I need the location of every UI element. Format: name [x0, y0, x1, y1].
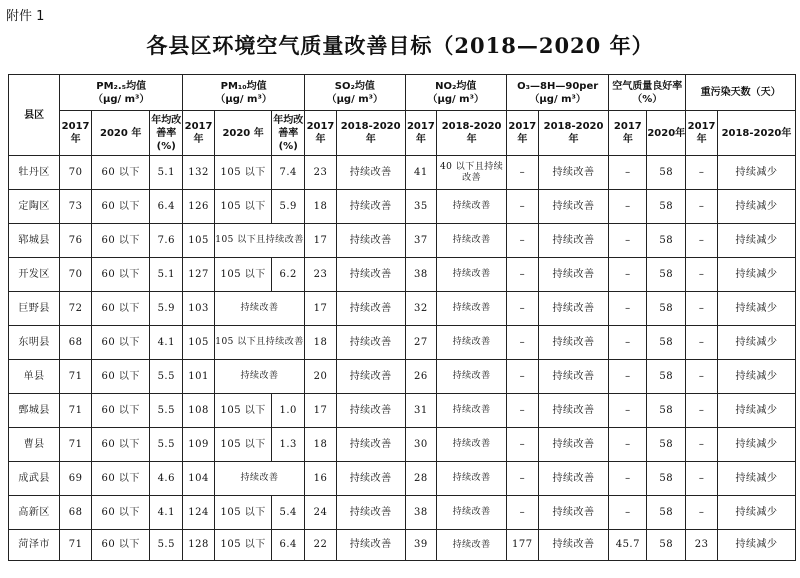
so2-2017-cell: 20	[305, 360, 337, 394]
so2-target-cell: 持续改善	[336, 292, 405, 326]
pm25-rate-cell: 7.6	[150, 224, 183, 258]
pm25-rate-cell: 4.1	[150, 326, 183, 360]
so2-target-cell: 持续改善	[336, 428, 405, 462]
no2-target-cell: 持续改善	[437, 258, 507, 292]
no2-2017-cell: 30	[405, 428, 437, 462]
o3-target-cell: 持续改善	[538, 224, 609, 258]
county-name-cell: 牡丹区	[9, 156, 60, 190]
good-rate-2017-cell: –	[609, 360, 647, 394]
pm25-rate-cell: 5.5	[150, 394, 183, 428]
no2-2017-cell: 27	[405, 326, 437, 360]
table-row	[9, 190, 796, 224]
heavy-days-target-cell: 持续减少	[717, 360, 795, 394]
sub-2020: 2020 年	[214, 111, 271, 156]
pm25-2020-cell: 60 以下	[91, 224, 149, 258]
pm25-2020-cell: 60 以下	[91, 292, 149, 326]
o3-target-cell: 持续改善	[538, 462, 609, 496]
pm10-rate-cell: 6.2	[272, 258, 305, 292]
o3-target-cell: 持续改善	[538, 156, 609, 190]
heavy-days-2017-cell: –	[686, 292, 718, 326]
no2-2017-cell: 38	[405, 258, 437, 292]
good-rate-2020-cell: 58	[647, 326, 686, 360]
pm25-2020-cell: 60 以下	[91, 360, 149, 394]
no2-target-cell: 持续改善	[437, 326, 507, 360]
pm25-rate-cell: 5.5	[150, 530, 183, 561]
good-rate-2017-cell: –	[609, 190, 647, 224]
pm25-2017-cell: 69	[60, 462, 92, 496]
sub-2020: 2020 年	[91, 111, 149, 156]
pm10-2020-cell: 105 以下	[214, 394, 271, 428]
pm10-2020-cell: 105 以下	[214, 156, 271, 190]
pm25-rate-cell: 4.6	[150, 462, 183, 496]
so2-2017-cell: 16	[305, 462, 337, 496]
pm25-2020-cell: 60 以下	[91, 156, 149, 190]
o3-target-cell: 持续改善	[538, 394, 609, 428]
no2-2017-cell: 31	[405, 394, 437, 428]
sub-range: 2018-2020年	[717, 111, 795, 156]
o3-target-cell: 持续改善	[538, 258, 609, 292]
sub-2017: 2017年	[60, 111, 92, 156]
heavy-days-target-cell: 持续减少	[717, 462, 795, 496]
pm25-2017-cell: 72	[60, 292, 92, 326]
heavy-days-target-cell: 持续减少	[717, 530, 795, 561]
no2-target-cell: 持续改善	[437, 394, 507, 428]
pm25-2017-cell: 73	[60, 190, 92, 224]
o3-2017-cell: –	[506, 326, 538, 360]
pm25-rate-cell: 5.9	[150, 292, 183, 326]
so2-2017-cell: 18	[305, 428, 337, 462]
table-row	[9, 326, 796, 360]
pm25-2020-cell: 60 以下	[91, 394, 149, 428]
heavy-days-2017-cell: –	[686, 326, 718, 360]
pm10-2017-cell: 108	[183, 394, 215, 428]
pm25-rate-cell: 5.1	[150, 156, 183, 190]
col-pm25: PM₂.₅均值 （μg/ m³）	[60, 75, 183, 111]
pm10-2017-cell: 105	[183, 224, 215, 258]
good-rate-2017-cell: –	[609, 326, 647, 360]
heavy-days-2017-cell: –	[686, 496, 718, 530]
col-good-rate: 空气质量良好率（%）	[609, 75, 686, 111]
pm25-2020-cell: 60 以下	[91, 428, 149, 462]
sub-2017: 2017年	[609, 111, 647, 156]
county-name-cell: 鄄城县	[9, 394, 60, 428]
pm10-2017-cell: 126	[183, 190, 215, 224]
good-rate-2017-cell: –	[609, 156, 647, 190]
heavy-days-2017-cell: –	[686, 428, 718, 462]
no2-target-cell: 持续改善	[437, 428, 507, 462]
pm10-2017-cell: 124	[183, 496, 215, 530]
pm25-2017-cell: 76	[60, 224, 92, 258]
o3-target-cell: 持续改善	[538, 326, 609, 360]
so2-target-cell: 持续改善	[336, 496, 405, 530]
o3-2017-cell: –	[506, 428, 538, 462]
pm25-2020-cell: 60 以下	[91, 326, 149, 360]
heavy-days-target-cell: 持续减少	[717, 292, 795, 326]
pm10-rate-cell: 1.0	[272, 394, 305, 428]
pm10-target-cell: 持续改善	[214, 360, 304, 394]
pm25-2020-cell: 60 以下	[91, 462, 149, 496]
so2-2017-cell: 18	[305, 190, 337, 224]
so2-target-cell: 持续改善	[336, 156, 405, 190]
good-rate-2017-cell: 45.7	[609, 530, 647, 561]
pm10-target-cell: 持续改善	[214, 462, 304, 496]
so2-2017-cell: 17	[305, 292, 337, 326]
o3-target-cell: 持续改善	[538, 360, 609, 394]
heavy-days-2017-cell: 23	[686, 530, 718, 561]
good-rate-2017-cell: –	[609, 292, 647, 326]
col-o3: O₃—8H—90per （μg/ m³）	[506, 75, 608, 111]
o3-2017-cell: –	[506, 190, 538, 224]
no2-2017-cell: 37	[405, 224, 437, 258]
heavy-days-2017-cell: –	[686, 360, 718, 394]
pm10-target-cell: 105 以下且持续改善	[214, 326, 304, 360]
pm10-target-cell: 105 以下且持续改善	[214, 224, 304, 258]
sub-2017: 2017年	[183, 111, 215, 156]
pm25-2017-cell: 71	[60, 530, 92, 561]
so2-target-cell: 持续改善	[336, 326, 405, 360]
col-county: 县区	[9, 75, 60, 156]
pm10-2017-cell: 105	[183, 326, 215, 360]
good-rate-2020-cell: 58	[647, 530, 686, 561]
pm10-rate-cell: 6.4	[272, 530, 305, 561]
pm25-rate-cell: 5.5	[150, 360, 183, 394]
county-name-cell: 开发区	[9, 258, 60, 292]
good-rate-2020-cell: 58	[647, 462, 686, 496]
no2-target-cell: 持续改善	[437, 190, 507, 224]
pm10-target-cell: 持续改善	[214, 292, 304, 326]
col-no2: NO₂均值 （μg/ m³）	[405, 75, 506, 111]
no2-2017-cell: 35	[405, 190, 437, 224]
so2-target-cell: 持续改善	[336, 462, 405, 496]
so2-target-cell: 持续改善	[336, 360, 405, 394]
good-rate-2020-cell: 58	[647, 360, 686, 394]
no2-2017-cell: 28	[405, 462, 437, 496]
no2-target-cell: 持续改善	[437, 496, 507, 530]
heavy-days-target-cell: 持续减少	[717, 496, 795, 530]
table-row	[9, 496, 796, 530]
o3-target-cell: 持续改善	[538, 530, 609, 561]
o3-2017-cell: –	[506, 496, 538, 530]
pm10-2020-cell: 105 以下	[214, 428, 271, 462]
county-name-cell: 高新区	[9, 496, 60, 530]
o3-2017-cell: 177	[506, 530, 538, 561]
so2-2017-cell: 18	[305, 326, 337, 360]
table-row	[9, 292, 796, 326]
good-rate-2020-cell: 58	[647, 258, 686, 292]
pm25-2017-cell: 68	[60, 326, 92, 360]
so2-target-cell: 持续改善	[336, 394, 405, 428]
county-name-cell: 曹县	[9, 428, 60, 462]
table-row	[9, 530, 796, 561]
no2-target-cell: 持续改善	[437, 224, 507, 258]
o3-target-cell: 持续改善	[538, 190, 609, 224]
table-row	[9, 258, 796, 292]
sub-2017: 2017年	[506, 111, 538, 156]
so2-2017-cell: 23	[305, 156, 337, 190]
o3-2017-cell: –	[506, 462, 538, 496]
heavy-days-2017-cell: –	[686, 258, 718, 292]
heavy-days-target-cell: 持续减少	[717, 428, 795, 462]
county-name-cell: 巨野县	[9, 292, 60, 326]
good-rate-2020-cell: 58	[647, 428, 686, 462]
no2-2017-cell: 41	[405, 156, 437, 190]
pm10-2017-cell: 127	[183, 258, 215, 292]
county-name-cell: 菏泽市	[9, 530, 60, 561]
sub-2017: 2017年	[405, 111, 437, 156]
pm25-2017-cell: 70	[60, 258, 92, 292]
o3-2017-cell: –	[506, 156, 538, 190]
county-name-cell: 成武县	[9, 462, 60, 496]
good-rate-2020-cell: 58	[647, 190, 686, 224]
heavy-days-target-cell: 持续减少	[717, 190, 795, 224]
sub-2017: 2017年	[686, 111, 718, 156]
pm25-rate-cell: 5.5	[150, 428, 183, 462]
county-name-cell: 定陶区	[9, 190, 60, 224]
heavy-days-2017-cell: –	[686, 156, 718, 190]
pm10-2020-cell: 105 以下	[214, 190, 271, 224]
heavy-days-2017-cell: –	[686, 224, 718, 258]
sub-2017: 2017年	[305, 111, 337, 156]
no2-target-cell: 持续改善	[437, 530, 507, 561]
table-row	[9, 394, 796, 428]
so2-target-cell: 持续改善	[336, 258, 405, 292]
col-so2: SO₂均值 （μg/ m³）	[305, 75, 405, 111]
o3-2017-cell: –	[506, 258, 538, 292]
no2-2017-cell: 38	[405, 496, 437, 530]
o3-2017-cell: –	[506, 224, 538, 258]
so2-target-cell: 持续改善	[336, 190, 405, 224]
good-rate-2017-cell: –	[609, 258, 647, 292]
air-quality-target-table	[8, 74, 796, 561]
pm25-2020-cell: 60 以下	[91, 190, 149, 224]
sub-range: 2018-2020年	[336, 111, 405, 156]
table-row	[9, 156, 796, 190]
no2-target-cell: 持续改善	[437, 462, 507, 496]
pm25-2017-cell: 68	[60, 496, 92, 530]
good-rate-2017-cell: –	[609, 224, 647, 258]
pm25-2017-cell: 71	[60, 394, 92, 428]
pm25-2020-cell: 60 以下	[91, 530, 149, 561]
pm10-2020-cell: 105 以下	[214, 258, 271, 292]
so2-2017-cell: 17	[305, 224, 337, 258]
sub-range: 2018-2020年	[538, 111, 609, 156]
county-name-cell: 郓城县	[9, 224, 60, 258]
so2-2017-cell: 17	[305, 394, 337, 428]
col-pm10: PM₁₀均值 （μg/ m³）	[183, 75, 305, 111]
heavy-days-target-cell: 持续减少	[717, 156, 795, 190]
pm10-2017-cell: 101	[183, 360, 215, 394]
o3-target-cell: 持续改善	[538, 428, 609, 462]
heavy-days-2017-cell: –	[686, 190, 718, 224]
table-row	[9, 462, 796, 496]
sub-annual-rate: 年均改善率(%)	[272, 111, 305, 156]
o3-2017-cell: –	[506, 360, 538, 394]
o3-target-cell: 持续改善	[538, 496, 609, 530]
col-heavy-days: 重污染天数（天）	[686, 75, 796, 111]
pm10-2017-cell: 128	[183, 530, 215, 561]
pm10-rate-cell: 7.4	[272, 156, 305, 190]
pm25-2020-cell: 60 以下	[91, 258, 149, 292]
table-row	[9, 360, 796, 394]
o3-2017-cell: –	[506, 292, 538, 326]
heavy-days-2017-cell: –	[686, 462, 718, 496]
so2-target-cell: 持续改善	[336, 530, 405, 561]
good-rate-2017-cell: –	[609, 428, 647, 462]
no2-2017-cell: 32	[405, 292, 437, 326]
table-row	[9, 224, 796, 258]
sub-annual-rate: 年均改善率(%)	[150, 111, 183, 156]
page-title: 各县区环境空气质量改善目标（2018—2020 年）	[146, 33, 654, 58]
no2-target-cell: 40 以下且持续改善	[437, 156, 507, 190]
pm25-2017-cell: 71	[60, 428, 92, 462]
pm10-2017-cell: 132	[183, 156, 215, 190]
no2-target-cell: 持续改善	[437, 292, 507, 326]
pm25-rate-cell: 6.4	[150, 190, 183, 224]
so2-2017-cell: 22	[305, 530, 337, 561]
sub-2020: 2020年	[647, 111, 686, 156]
heavy-days-target-cell: 持续减少	[717, 258, 795, 292]
pm25-rate-cell: 5.1	[150, 258, 183, 292]
attachment-label: 附件 1	[6, 9, 45, 24]
good-rate-2020-cell: 58	[647, 292, 686, 326]
good-rate-2017-cell: –	[609, 394, 647, 428]
pm10-2020-cell: 105 以下	[214, 530, 271, 561]
good-rate-2017-cell: –	[609, 496, 647, 530]
county-name-cell: 东明县	[9, 326, 60, 360]
sub-range: 2018-2020年	[437, 111, 507, 156]
no2-2017-cell: 39	[405, 530, 437, 561]
pm10-2017-cell: 109	[183, 428, 215, 462]
good-rate-2020-cell: 58	[647, 496, 686, 530]
good-rate-2020-cell: 58	[647, 156, 686, 190]
pm10-rate-cell: 5.4	[272, 496, 305, 530]
heavy-days-2017-cell: –	[686, 394, 718, 428]
so2-2017-cell: 24	[305, 496, 337, 530]
pm25-rate-cell: 4.1	[150, 496, 183, 530]
so2-target-cell: 持续改善	[336, 224, 405, 258]
o3-2017-cell: –	[506, 394, 538, 428]
heavy-days-target-cell: 持续减少	[717, 326, 795, 360]
table-row	[9, 428, 796, 462]
good-rate-2020-cell: 58	[647, 394, 686, 428]
no2-target-cell: 持续改善	[437, 360, 507, 394]
pm10-rate-cell: 1.3	[272, 428, 305, 462]
county-name-cell: 单县	[9, 360, 60, 394]
pm25-2017-cell: 71	[60, 360, 92, 394]
pm25-2017-cell: 70	[60, 156, 92, 190]
heavy-days-target-cell: 持续减少	[717, 224, 795, 258]
pm10-2017-cell: 104	[183, 462, 215, 496]
good-rate-2020-cell: 58	[647, 224, 686, 258]
pm10-2017-cell: 103	[183, 292, 215, 326]
pm10-rate-cell: 5.9	[272, 190, 305, 224]
so2-2017-cell: 23	[305, 258, 337, 292]
o3-target-cell: 持续改善	[538, 292, 609, 326]
pm25-2020-cell: 60 以下	[91, 496, 149, 530]
heavy-days-target-cell: 持续减少	[717, 394, 795, 428]
no2-2017-cell: 26	[405, 360, 437, 394]
good-rate-2017-cell: –	[609, 462, 647, 496]
pm10-2020-cell: 105 以下	[214, 496, 271, 530]
